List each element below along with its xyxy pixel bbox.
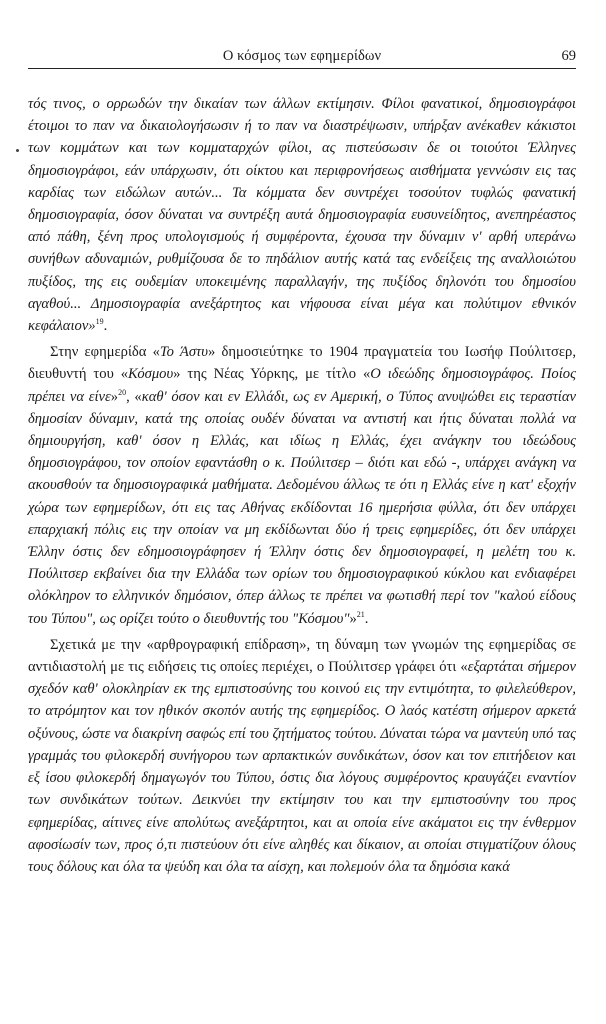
footnote-ref: 20 [118, 387, 127, 397]
margin-mark [16, 149, 19, 152]
italic-text: Ο ιδεώδης δημοσιογράφος. Ποίος πρέπει να είνε [28, 366, 576, 405]
italic-text: τός τινος, ο ορρωδών την δικαίαν των άλλων εκτίμησιν. Φίλοι φανατικοί, δημοσιογράφοι έτοιμοι το παν να δικαιολογήσωσιν ή το παν να διαστρέψωσιν, υπήρξαν ανέκαθεν κάκιστοι των κομμάτων και των κομματαρχών φίλοι, ας πιστεύσωσιν δε οι τοιούτοι Έλληνες δημοσιογράφοι, εάν υπάρχωσιν, ότι οίκτου και περιφρονήσεως αισθήματα γεννώσιν εις τας καρδίας των ειδώλων αυτών... Τα κόμματα δεν συντρέχει τοσούτον τυφλώς φανατική δημοσιογραφία, όσον δύναται να συντρέξη αυτά δημοσιογραφία ευσυνείδητος, ανεπηρέαστος από πάθη, ξένη προς υπολογισμούς ή συμφέροντα, έχουσα την δύναμιν ν' αρθή υπεράνω συνήθων αδυναμιών, ρυθμίζουσα δε το πηδάλιον αυτής κατά τας ενδείξεις της αναλλοιώτου πυξίδος, της εις ουδεμίαν υποκειμένης παραλλαγήν, της πυξίδος δηλονότι του δημοσίου αγαθού... Δημοσιογραφία ανεξάρτητος και νήφουσα είναι μέγα και πολύτιμον εθνικόν κεφάλαιον» [28, 96, 576, 335]
paragraph-pulitzer-treatise [28, 341, 576, 630]
text-run: . [364, 610, 369, 627]
page-header [28, 46, 576, 69]
italic-text: Το Άστυ [159, 344, 208, 361]
text-run: . [103, 318, 108, 335]
paragraph-editorial-influence [28, 634, 576, 878]
text-run: Σχετικά με την «αρθρογραφική επίδραση», τη δύναμη των γνωμών της εφημερίδας σε αντιδιαστολή με τις ειδήσεις τις οποίες περιέχει, ο Πούλιτσερ γράφει ότι « [28, 636, 576, 676]
running-title: Ο κόσμος των εφημερίδων [222, 48, 382, 64]
text-run: » [349, 610, 357, 627]
text-run: , « [126, 388, 142, 405]
italic-text: Κόσμου [128, 366, 174, 383]
body-text [28, 93, 576, 878]
paragraph-quote-continuation [28, 93, 576, 337]
text-run: » [110, 388, 119, 405]
italic-text: εξαρτάται σήμερον σχεδόν καθ' ολοκληρίαν εκ της εμπιστοσύνης του κοινού εις την εντιμότητα, το φιλελεύθερον, το ατρόμητον και τον ηθικόν σκοπόν αυτής της εφημερίδος. Ο λαός κατέστη σήμερον αρκετά οξύνους, ώστε να διακρίνη σαφώς επί του ζητήματος τούτου. Δύναται τώρα να μαντεύη υπό τας γραμμάς του φιλοκερδή συνήγορου των αρπακτικών συνδικάτων, όσον και τον επιτήδειον και εξ ίσου φιλοκερδή δημαγωγόν του Τύπου, όστις δια λόγους συμφέροντος κραυγάζει εναντίον των συνδικάτων τούτων. Δεικνύει την εκτίμησιν του και την εμπιστοσύνην του προς εφημερίδας, αίτινες είνε απολύτως ανεξάρτητοι, και αι οποία είνε ακάματοι εις την ένθερμον αφοσίωσίν των, προς ό,τι πιστεύουν ότι είνε αληθές και δίκαιον, αι οποίαι στιγματίζουν όλους τους δόλους και όλα τα ψεύδη και όλα τα αίσχη, και πολεμούν όλα τα δημόσια κακά [28, 659, 576, 875]
italic-text: καθ' όσον και εν Ελλάδι, ως εν Αμερική, ο Τύπος ανυψώθει εις τεραστίαν δημοσίαν δύναμιν, κατά της οποίας ουδέν δύναται να αντιστή και ήτις δύναται πολλά να δημιουργήση, καθ' όσον η Ελλάς, και ιδίως η Ελλάς, έχει ανάγκην του ιδεώδους δημοσιογράφου, τον οποίον εφαντάσθη ο κ. Πούλιτσερ – διότι και εδώ -, υπάρχει ανάγκη να ακουσθούν τα δημοσιογραφικά μαθήματα. Δεδομένου άλλως τε ότι η Ελλάς είνε η κατ' εξοχήν χώρα των εφημερίδων, ότι εις τας Αθήνας εκδίδονται 16 ημερήσια φύλλα, ότι δεν υπάρχει επαρχιακή πόλις εις την οποίαν να μη εκδίδωνται δύο ή τρεις εφημερίδες, ότι δεν υπάρχει Έλλην όστις δεν εδημοσιογράφησεν ή Έλλην όστις δεν δημοσιογραφεί, η μελέτη του κ. Πούλιτσερ εκβαίνει δια την Ελλάδα των ορίων του δημοσιογραφικού κύκλου και ενδιαφέρει ολόκληρον το ελληνικόν δημόσιον, όπερ άλλως τε πρέπει να φωτισθή περί τον "καλού είδους του Τύπου", ως ορίζει τούτο ο διευθυντής του "Κόσμου" [28, 388, 577, 627]
text-run: » της Νέας Υόρκης, με τίτλο « [173, 366, 371, 383]
footnote-ref: 21 [356, 609, 365, 619]
text-run: Στην εφημερίδα « [50, 344, 160, 361]
footnote-ref: 19 [95, 317, 104, 327]
text-run: » δημοσιεύτηκε το 1904 πραγματεία του Ιωσήφ Πούλιτσερ, διευθυντή του « [28, 344, 576, 383]
page-number: 69 [561, 48, 576, 64]
